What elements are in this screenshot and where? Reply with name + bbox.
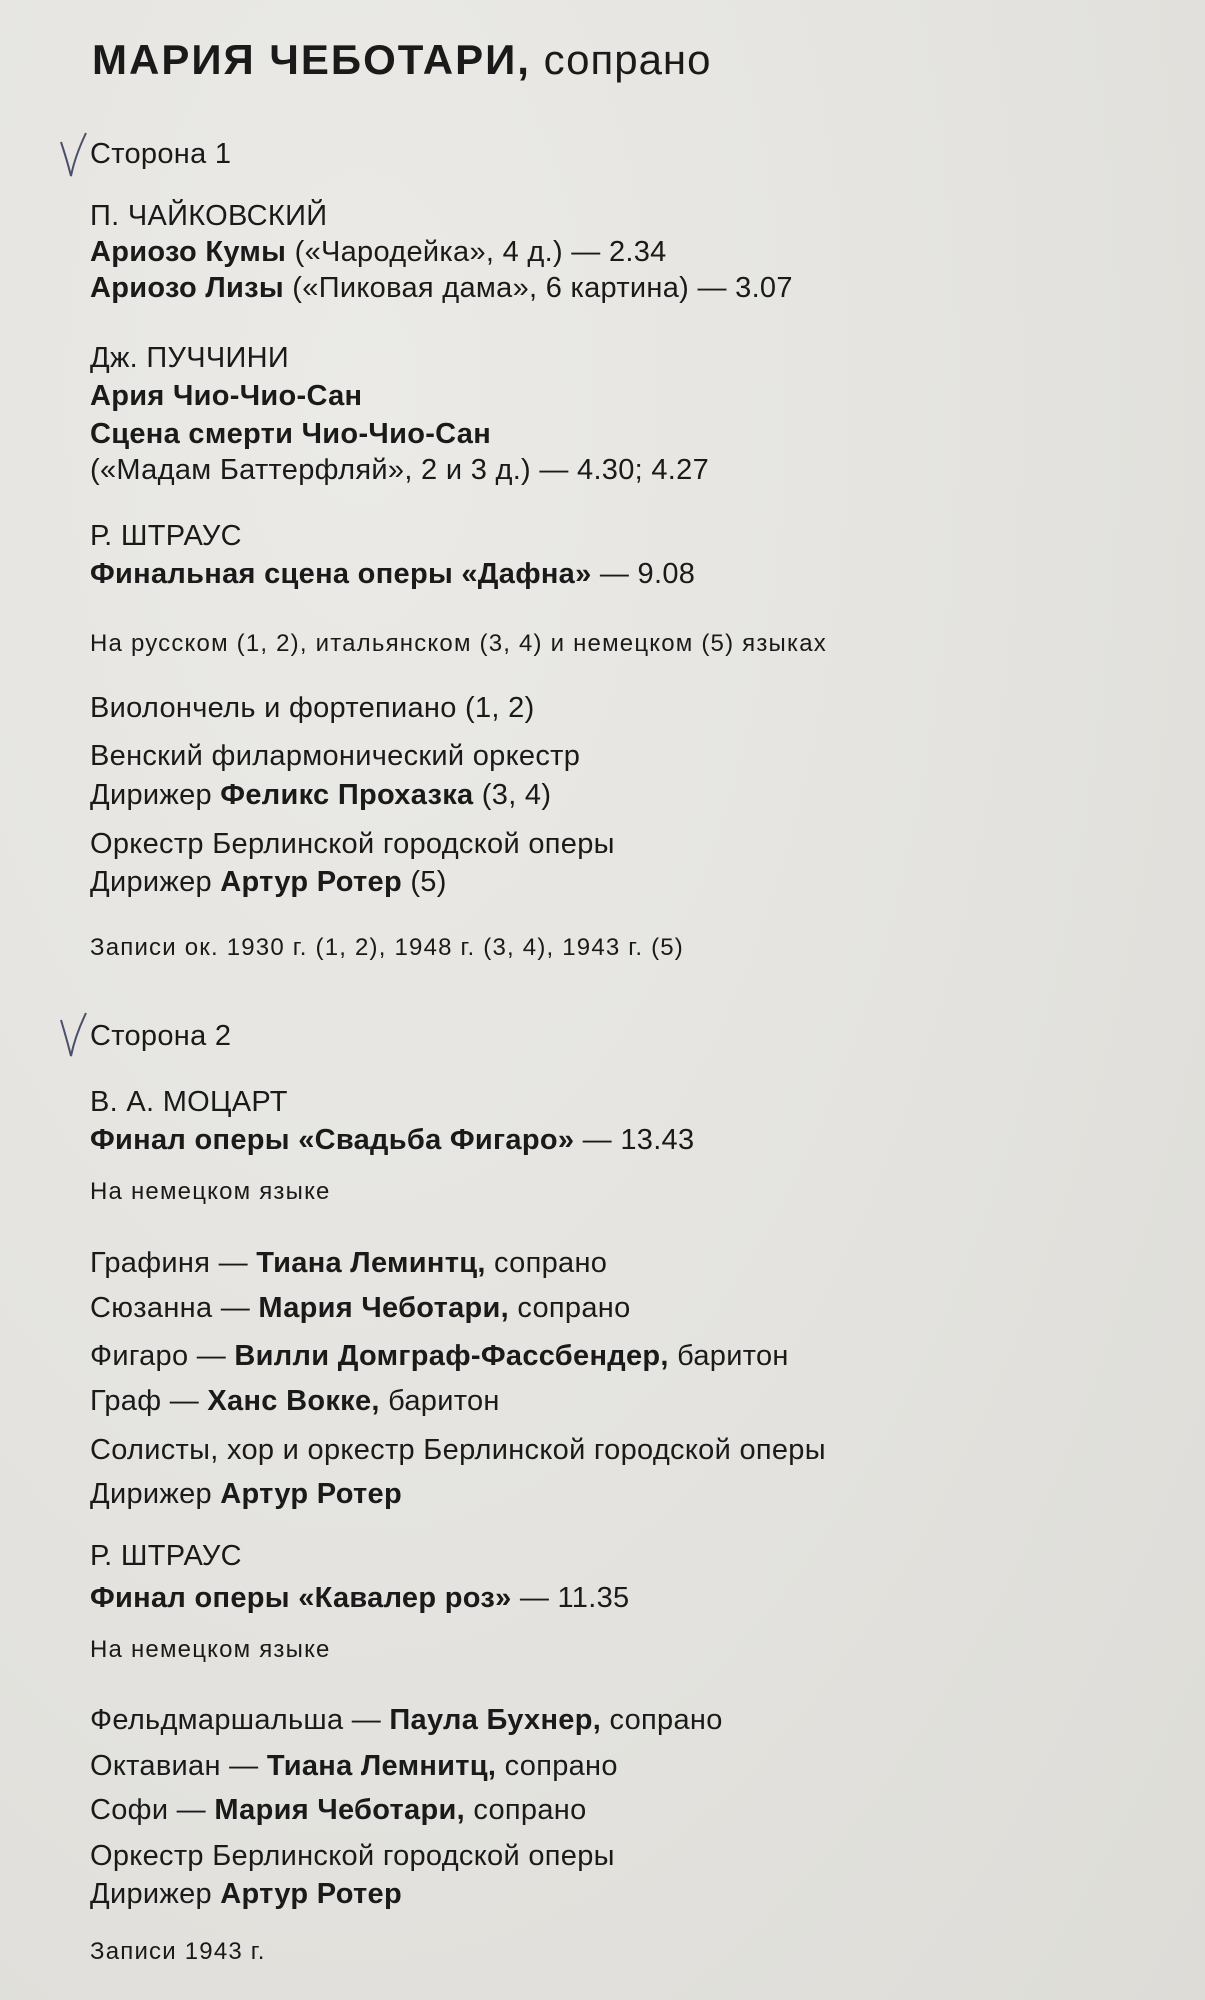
track-2 <box>90 270 793 306</box>
conductor-tracks: (5) <box>401 866 447 898</box>
cast-role: Граф — <box>90 1385 208 1417</box>
track-title: Финал оперы «Кавалер роз» <box>90 1582 512 1614</box>
track-3: Ария Чио-Чио-Сан <box>90 380 363 412</box>
performer-line: Оркестр Берлинской городской оперы <box>90 828 615 860</box>
cast-voice: сопрано <box>464 1794 587 1826</box>
cast-role: Фельдмаршальша — <box>90 1704 390 1736</box>
track-title: Финальная сцена оперы «Дафна» <box>90 558 592 590</box>
cast-role: Фигаро — <box>90 1340 235 1372</box>
track-2 <box>90 1580 629 1616</box>
track-title: Ариозо Лизы <box>90 272 284 304</box>
track-info: («Чародейка», 4 д.) — 2.34 <box>286 236 667 268</box>
cast-singer: Мария Чеботари, <box>258 1292 510 1324</box>
conductor-name: Феликс Прохазка <box>220 779 474 811</box>
composer-puccini: Дж. ПУЧЧИНИ <box>90 342 290 374</box>
artist-voice: сопрано <box>530 36 712 83</box>
conductor-line <box>90 1476 402 1512</box>
handwritten-check-mark-icon <box>58 1010 90 1060</box>
track-5 <box>90 556 695 592</box>
handwritten-check-mark-icon <box>58 130 90 180</box>
cast-singer: Вилли Домграф-Фассбендер, <box>234 1340 669 1372</box>
artist-name: МАРИЯ ЧЕБОТАРИ, <box>92 36 531 83</box>
side-1-label: Сторона 1 <box>90 138 232 170</box>
cast-role: Софи — <box>90 1794 215 1826</box>
cast-singer: Тиана Леминтц, <box>256 1247 486 1279</box>
performer-line: Венский филармонический оркестр <box>90 740 581 772</box>
conductor-name: Артур Ротер <box>220 866 402 898</box>
ensemble-line: Оркестр Берлинской городской оперы <box>90 1840 615 1872</box>
cast-singer: Ханс Вокке, <box>207 1385 380 1417</box>
conductor-prefix: Дирижер <box>90 779 221 811</box>
conductor-prefix: Дирижер <box>90 1478 221 1510</box>
track-3-4-info: («Мадам Баттерфляй», 2 и 3 д.) — 4.30; 4.27 <box>90 454 710 486</box>
side-2-label: Сторона 2 <box>90 1020 232 1052</box>
track-info: — 13.43 <box>574 1124 695 1156</box>
conductor-line <box>90 777 551 813</box>
track-title: Финал оперы «Свадьба Фигаро» <box>90 1124 575 1156</box>
cast-line <box>90 1792 587 1828</box>
language-note: На немецком языке <box>90 1178 331 1205</box>
cast-voice: сопрано <box>601 1704 723 1736</box>
cast-line <box>90 1748 618 1784</box>
conductor-name: Артур Ротер <box>220 1478 402 1510</box>
track-info: — 9.08 <box>591 558 696 590</box>
conductor-tracks: (3, 4) <box>473 779 552 811</box>
recording-dates: Записи 1943 г. <box>90 1938 266 1965</box>
ensemble-line: Солисты, хор и оркестр Берлинской городской оперы <box>90 1434 826 1466</box>
conductor-line <box>90 1876 402 1912</box>
performer-line: Виолончель и фортепиано (1, 2) <box>90 692 535 724</box>
conductor-name: Артур Ротер <box>220 1878 402 1910</box>
conductor-prefix: Дирижер <box>90 1878 221 1910</box>
cast-line <box>90 1290 631 1326</box>
cast-voice: баритон <box>668 1340 789 1372</box>
cast-singer: Тиана Лемнитц, <box>266 1750 497 1782</box>
track-title: Ариозо Кумы <box>90 236 287 268</box>
track-1 <box>90 1122 694 1158</box>
cast-line <box>90 1702 723 1738</box>
recording-dates: Записи ок. 1930 г. (1, 2), 1948 г. (3, 4), 1943 г. (5) <box>90 934 684 961</box>
track-4: Сцена смерти Чио-Чио-Сан <box>90 418 492 450</box>
track-info: — 11.35 <box>511 1582 630 1614</box>
language-note: На немецком языке <box>90 1636 331 1663</box>
cast-voice: сопрано <box>509 1292 631 1324</box>
track-info: («Пиковая дама», 6 картина) — 3.07 <box>283 272 793 304</box>
cast-role: Графиня — <box>90 1247 257 1279</box>
cast-line <box>90 1245 607 1281</box>
track-1 <box>90 234 667 270</box>
cast-singer: Мария Чеботари, <box>214 1794 465 1826</box>
cast-line <box>90 1338 789 1374</box>
cast-singer: Паула Бухнер, <box>389 1704 602 1736</box>
cast-voice: сопрано <box>496 1750 618 1782</box>
composer-strauss: Р. ШТРАУС <box>90 1540 242 1572</box>
cast-voice: баритон <box>379 1385 500 1417</box>
cast-role: Октавиан — <box>90 1750 267 1782</box>
cast-voice: сопрано <box>485 1247 608 1279</box>
composer-tchaikovsky: П. ЧАЙКОВСКИЙ <box>90 200 328 232</box>
cast-line <box>90 1383 500 1419</box>
conductor-line <box>90 864 447 900</box>
page-title <box>92 34 711 86</box>
conductor-prefix: Дирижер <box>90 866 221 898</box>
cast-role: Сюзанна — <box>90 1292 259 1324</box>
languages-note: На русском (1, 2), итальянском (3, 4) и немецком (5) языках <box>90 630 827 657</box>
composer-mozart: В. А. МОЦАРТ <box>90 1086 288 1118</box>
composer-strauss: Р. ШТРАУС <box>90 520 242 552</box>
